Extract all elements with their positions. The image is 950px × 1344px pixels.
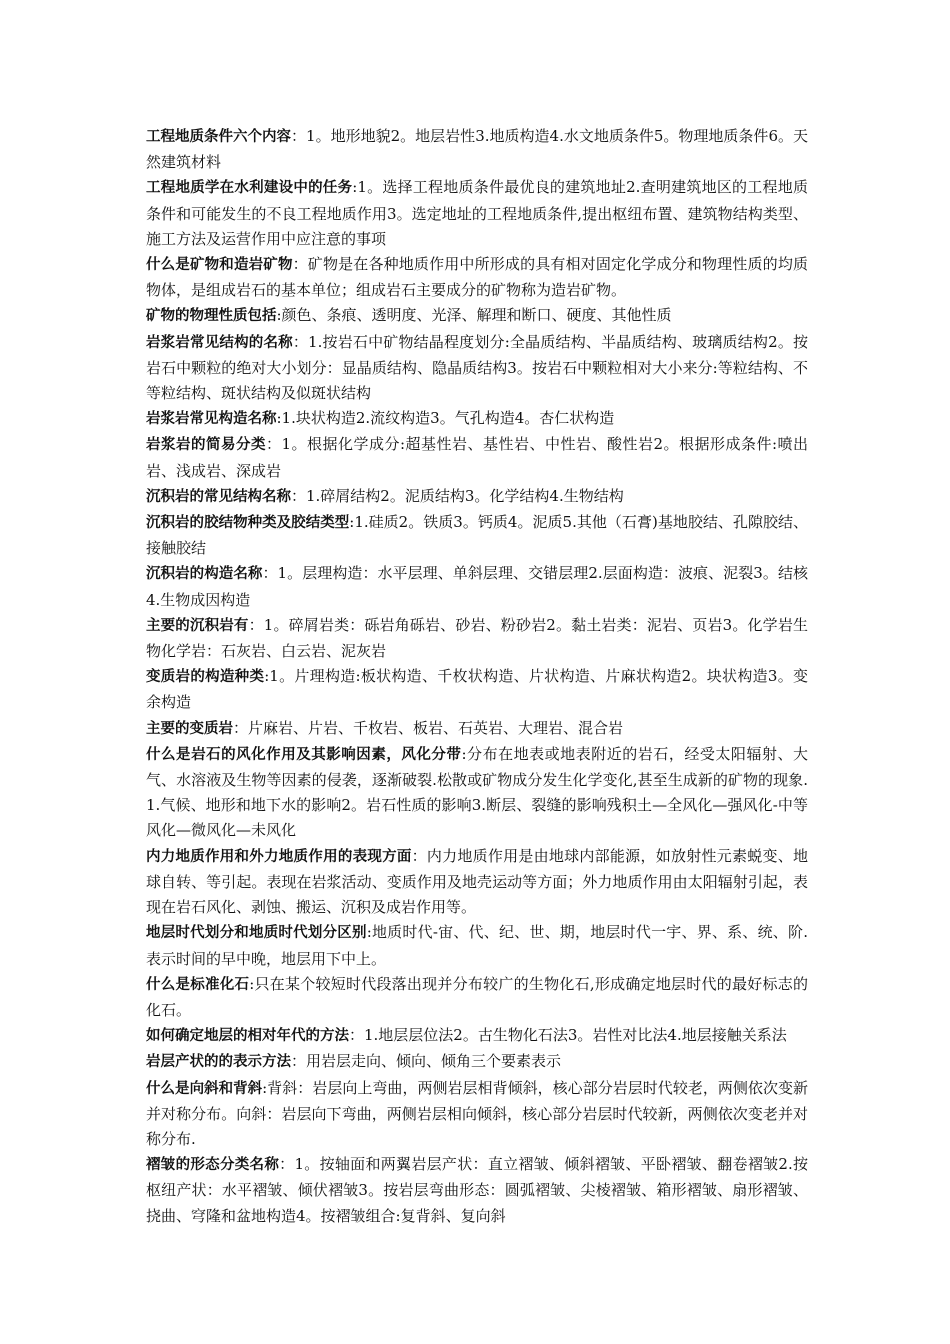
paragraph-text: :地质时代-宙、代、纪、世、期，地层时代一宇、界、系、统、阶.表示时间的早中晚，地层用下中上。 (146, 923, 808, 968)
paragraph-heading: 沉积岩的胶结物种类及胶结类型 (146, 515, 350, 532)
paragraph-text: ：矿物是在各种地质作用中所形成的具有相对固定化学成分和物理性质的均质物体，是组成岩石的基本单位；组成岩石主要成分的矿物称为造岩矿物。 (146, 255, 808, 300)
paragraph (146, 303, 808, 329)
paragraph (146, 844, 808, 921)
paragraph (146, 406, 808, 432)
paragraph-heading: 什么是向斜和背斜 (146, 1080, 263, 1097)
paragraph (146, 510, 808, 561)
paragraph (146, 175, 808, 252)
paragraph-text: :只在某个较短时代段落出现并分布较广的生物化石,形成确定地层时代的最好标志的化石。 (146, 974, 809, 1019)
paragraph (146, 432, 808, 483)
paragraph-heading: 岩浆岩常见结构的名称 (146, 334, 293, 351)
paragraph-text: ：1。碎屑岩类：砾岩角砾岩、砂岩、粉砂岩2。黏土岩类：泥岩、页岩3。化学岩生物化学岩：石灰岩、白云岩、泥灰岩 (146, 615, 808, 661)
paragraph-heading: 岩浆岩的简易分类 (146, 437, 266, 454)
paragraph-text: ：1.按岩石中矿物结晶程度划分:全晶质结构、半晶质结构、玻璃质结构2。按岩石中颗粒的绝对大小划分：显晶质结构、隐晶质结构3。按岩石中颗粒相对大小来分:等粒结构、不等粒结构、斑状结构及似斑状结构 (146, 332, 808, 403)
paragraph-heading: 褶皱的形态分类名称 (146, 1157, 280, 1174)
paragraph (146, 252, 808, 303)
paragraph-text: ：内力地质作用是由地球内部能源，如放射性元素蜕变、地球自转、等引起。表现在岩浆活动、变质作用及地壳运动等方面；外力地质作用由太阳辐射引起，表现在岩石风化、剥蚀、搬运、沉积及成岩作用等。 (146, 846, 808, 917)
paragraph-text: ：片麻岩、片岩、千枚岩、板岩、石英岩、大理岩、混合岩 (233, 718, 624, 737)
paragraph-heading: 什么是标准化石 (146, 976, 250, 993)
paragraph-heading: 什么是岩石的风化作用及其影响因素，风化分带 (146, 746, 462, 763)
paragraph-text: :颜色、条痕、透明度、光泽、解理和断口、硬度、其他性质 (276, 306, 672, 325)
paragraph-text: :1.块状构造2.流纹构造3。气孔构造4。杏仁状构造 (276, 409, 615, 428)
paragraph-heading: 沉积岩的常见结构名称 (146, 488, 291, 505)
paragraph-heading: 岩浆岩常见构造名称 (146, 411, 277, 428)
paragraph-text: ：用岩层走向、倾向、倾角三个要素表示 (291, 1052, 562, 1071)
paragraph (146, 716, 808, 742)
paragraph-text: :1.硅质2。铁质3。钙质4。泥质5.其他（石膏)基地胶结、孔隙胶结、接触胶结 (146, 513, 808, 558)
paragraph (146, 972, 808, 1023)
document-body (146, 124, 808, 1229)
paragraph (146, 1049, 808, 1075)
paragraph-heading: 什么是矿物和造岩矿物 (146, 257, 293, 274)
paragraph-text: :1。片理构造:板状构造、千枚状构造、片状构造、片麻状构造2。块状构造3。变余构造 (146, 667, 808, 712)
paragraph (146, 1023, 808, 1049)
paragraph (146, 613, 808, 664)
paragraph-text: ：1。根据化学成分:超基性岩、基性岩、中性岩、酸性岩2。根据形成条件:喷出岩、浅成岩、深成岩 (146, 435, 809, 480)
paragraph-text: ：1。层理构造：水平层理、单斜层理、交错层理2.层面构造：波痕、泥裂3。结核4.生物成因构造 (146, 564, 809, 609)
paragraph (146, 920, 808, 971)
paragraph-text: :分布在地表或地表附近的岩石，经受太阳辐射、大气、水溶液及生物等因素的侵袭，逐渐破裂.松散或矿物成分发生化学变化,甚至生成新的矿物的现象.1.气候、地形和地下水的影响2。岩石性质的影响3.断层、裂缝的影响残积土—全风化—强风化-中等风化—微风化—未风化 (146, 744, 809, 840)
paragraph-heading: 主要的沉积岩有 (146, 617, 249, 634)
paragraph-heading: 地层时代划分和地质时代划分区别 (146, 925, 367, 942)
paragraph-heading: 工程地质学在水利建设中的任务 (146, 180, 353, 197)
paragraph-heading: 岩层产状的的表示方法 (146, 1054, 291, 1071)
paragraph-text: ：1.碎屑结构2。泥质结构3。化学结构4.生物结构 (291, 486, 624, 505)
paragraph-heading: 如何确定地层的相对年代的方法 (146, 1028, 349, 1045)
paragraph (146, 561, 808, 612)
paragraph (146, 742, 808, 844)
paragraph (146, 124, 808, 175)
paragraph (146, 484, 808, 510)
paragraph-heading: 工程地质条件六个内容 (146, 129, 292, 145)
paragraph-heading: 沉积岩的构造名称 (146, 566, 263, 583)
paragraph-text: :1。选择工程地质条件最优良的建筑地址2.查明建筑地区的工程地质条件和可能发生的不良工程地质作用3。选定地址的工程地质条件,提出枢纽布置、建筑物结构类型、施工方法及运营作用中应注意的事项 (146, 178, 808, 248)
paragraph-heading: 矿物的物理性质包括 (146, 308, 277, 325)
paragraph-heading: 主要的变质岩 (146, 720, 233, 737)
paragraph-text: :背斜：岩层向上弯曲，两侧岩层相背倾斜，核心部分岩层时代较老，两侧依次变新并对称分布。向斜：岩层向下弯曲，两侧岩层相向倾斜，核心部分岩层时代较新，两侧依次变老并对称分布. (146, 1078, 808, 1148)
paragraph (146, 1152, 808, 1229)
paragraph (146, 330, 808, 407)
paragraph-text: ：1。按轴面和两翼岩层产状：直立褶皱、倾斜褶皱、平卧褶皱、翻卷褶皱2.按枢纽产状：水平褶皱、倾伏褶皱3。按岩层弯曲形态：圆弧褶皱、尖棱褶皱、箱形褶皱、扇形褶皱、挠曲、穹隆和盆地构造4。按褶皱组合:复背斜、复向斜 (146, 1155, 809, 1225)
paragraph (146, 664, 808, 715)
paragraph (146, 1076, 808, 1153)
paragraph-text: ：1.地层层位法2。古生物化石法3。岩性对比法4.地层接触关系法 (349, 1026, 787, 1045)
paragraph-heading: 内力地质作用和外力地质作用的表现方面 (146, 848, 412, 865)
paragraph-text: ：1。地形地貌2。地层岩性3.地质构造4.水文地质条件5。物理地质条件6。天然建筑材料 (146, 127, 808, 172)
paragraph-heading: 变质岩的构造种类 (146, 669, 265, 686)
